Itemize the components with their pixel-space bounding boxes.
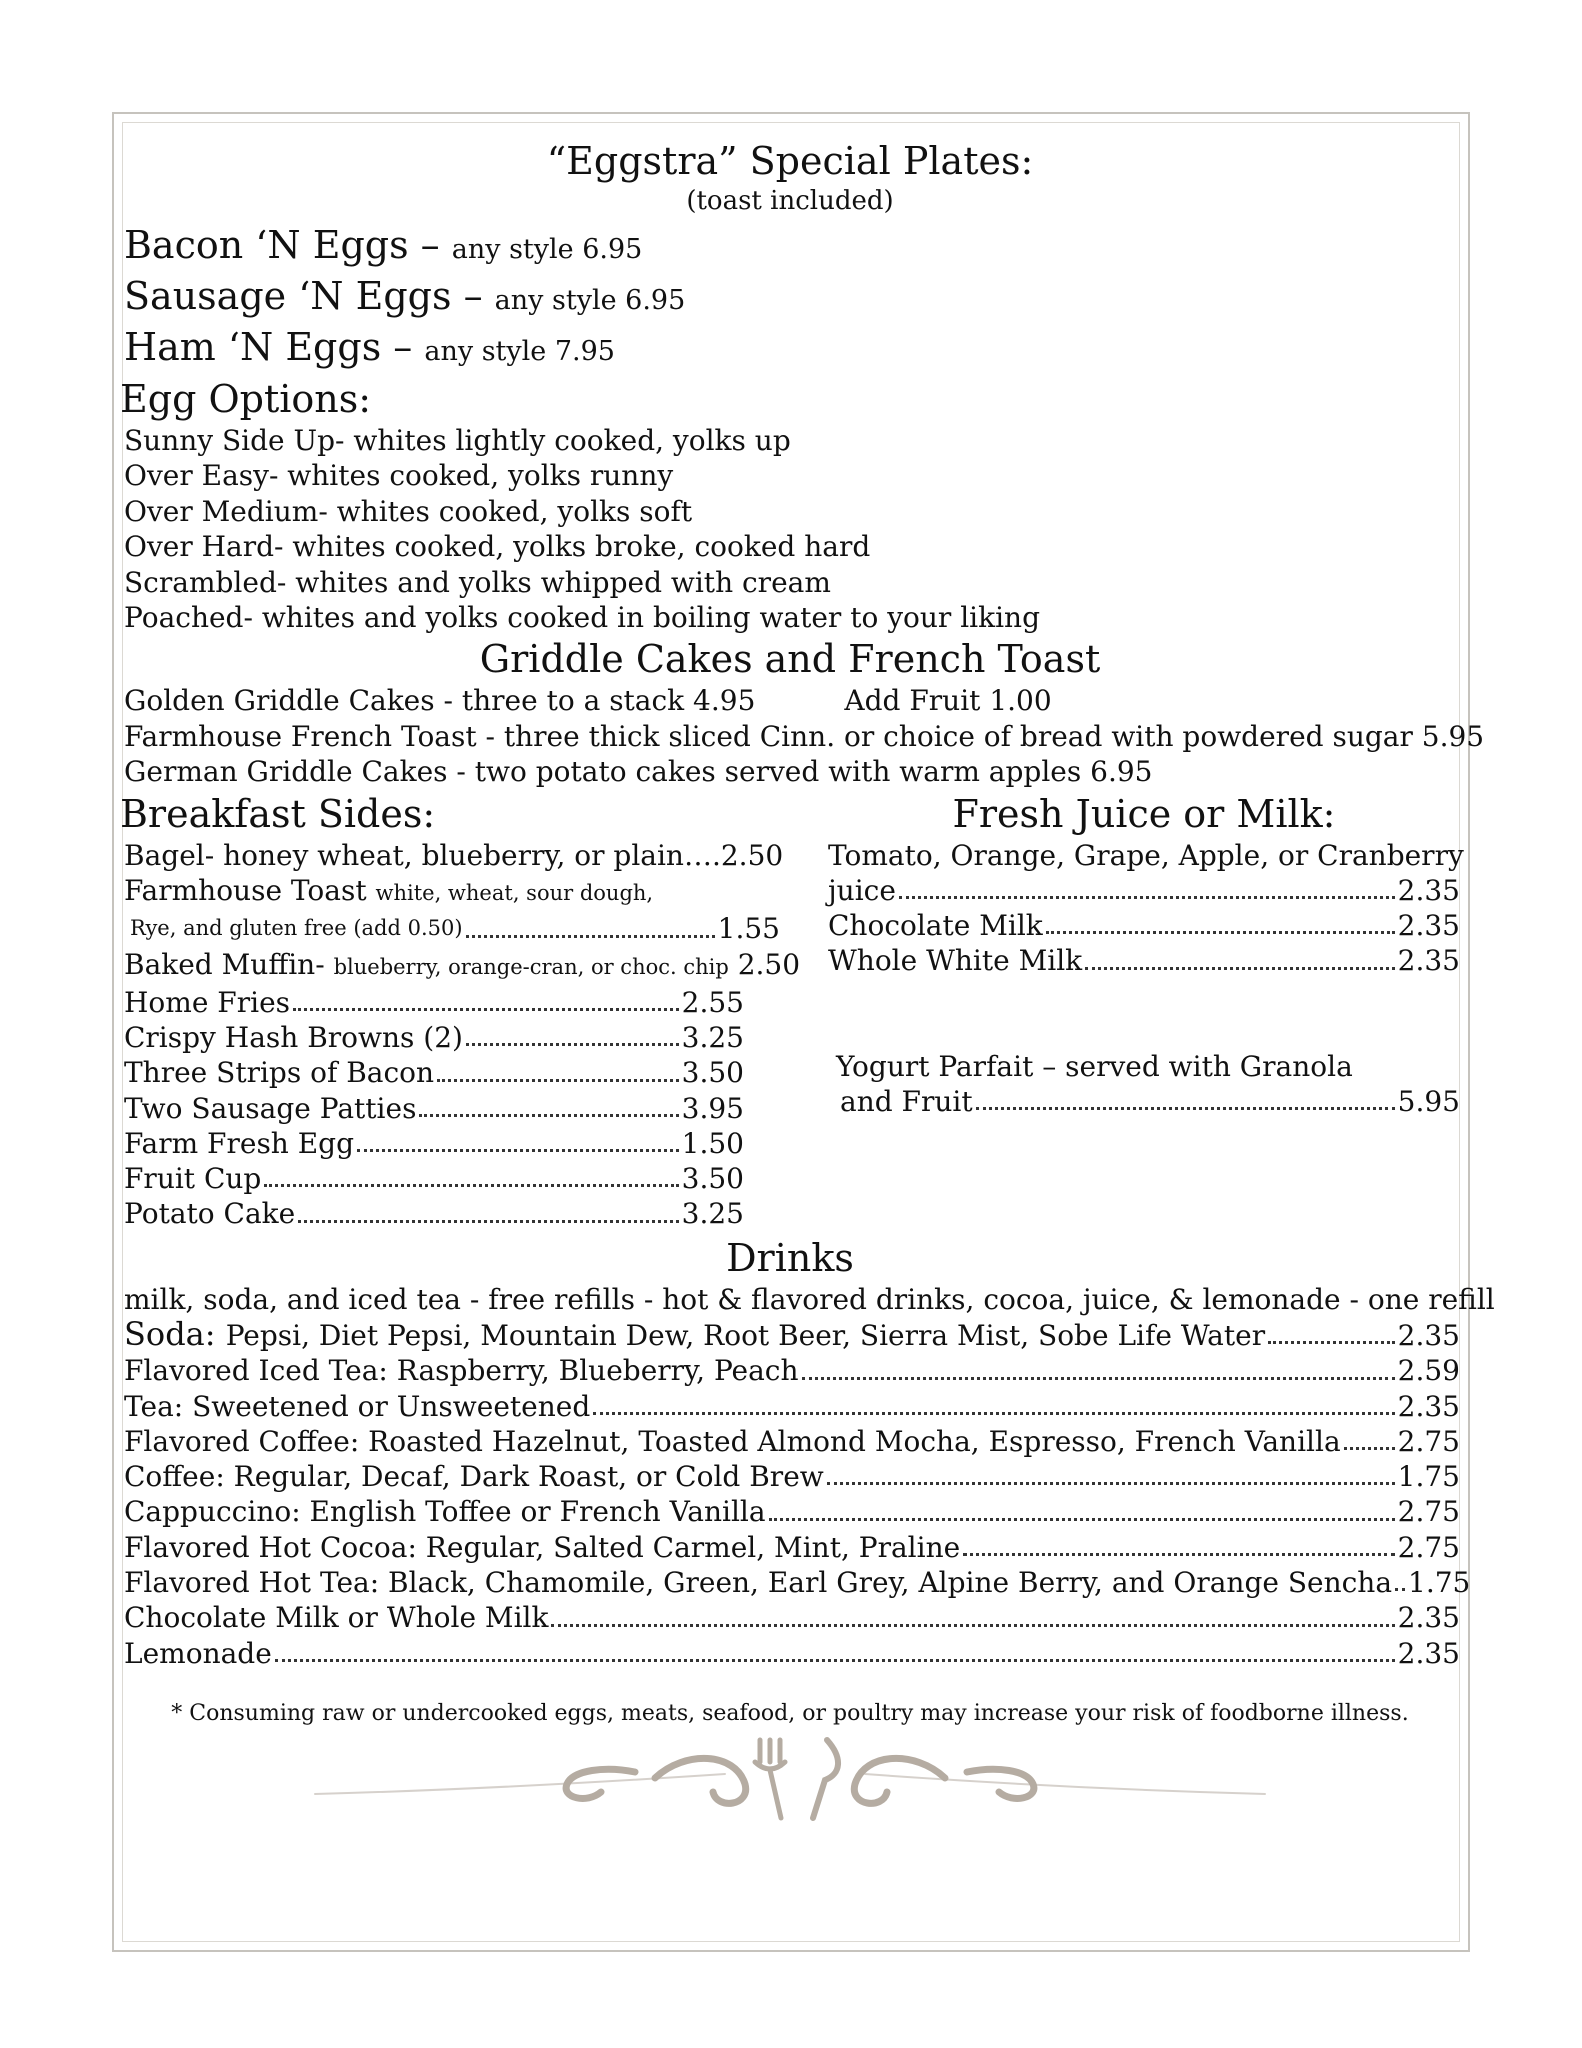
juice-item: juice 2.35	[828, 874, 1460, 908]
egg-option: Poached- whites and yolks cooked in boiling water to your liking	[124, 601, 1041, 635]
drink-soda: Soda: Pepsi, Diet Pepsi, Mountain Dew, Root Beer, Sierra Mist, Sobe Life Water 2.35	[124, 1314, 1460, 1353]
side-item: Fruit Cup 3.50	[124, 1162, 744, 1196]
drinks-title: Drinks	[726, 1235, 854, 1280]
side-bagel: Bagel- honey wheat, blueberry, or plain….2.50	[124, 838, 784, 872]
drink-item: Cappuccino: English Toffee or French Vanilla 2.75	[124, 1495, 1460, 1529]
drinks-refills: milk, soda, and iced tea - free refills - hot & flavored drinks, cocoa, juice, & lemonade - one refill	[124, 1282, 1495, 1316]
griddle-item: Golden Griddle Cakes - three to a stack 4.95 Add Fruit 1.00	[124, 684, 1052, 718]
breakfast-sides	[120, 790, 801, 1232]
sides-and-juice	[120, 790, 1464, 1232]
side-muffin: Baked Muffin- blueberry, orange-cran, or choc. chip 2.50	[124, 947, 801, 981]
griddle-item: German Griddle Cakes - two potato cakes served with warm apples 6.95	[124, 755, 1153, 789]
juice-title: Fresh Juice or Milk:	[952, 791, 1336, 836]
parfait-line1: Yogurt Parfait – served with Granola	[836, 1049, 1353, 1083]
sides-list	[120, 985, 744, 1231]
plate-sausage: Sausage ‘N Eggs – any style 6.95	[124, 274, 686, 318]
plate-bacon: Bacon ‘N Eggs – any style 6.95	[124, 223, 643, 267]
drink-item: Lemonade 2.35	[124, 1636, 1460, 1670]
side-item: Three Strips of Bacon 3.50	[124, 1056, 744, 1090]
menu-content	[120, 136, 1495, 1729]
egg-option: Over Medium- whites cooked, yolks soft	[124, 494, 693, 528]
juice-item: Whole White Milk 2.35	[828, 944, 1460, 978]
egg-option: Scrambled- whites and yolks whipped with cream	[124, 565, 831, 599]
side-item: Potato Cake 3.25	[124, 1197, 744, 1231]
side-toast: Farmhouse Toast white, wheat, sour dough,	[124, 874, 654, 908]
drink-item: Flavored Hot Tea: Black, Chamomile, Green, Earl Grey, Alpine Berry, and Orange Sencha 1.75	[124, 1565, 1471, 1599]
drink-item: Flavored Hot Cocoa: Regular, Salted Carmel, Mint, Praline 2.75	[124, 1530, 1460, 1564]
parfait-item: and Fruit 5.95	[840, 1085, 1460, 1119]
side-item: Home Fries 2.55	[124, 986, 744, 1020]
specials-subtitle: (toast included)	[686, 186, 894, 216]
griddle-item: Farmhouse French Toast - three thick sliced Cinn. or choice of bread with powdered sugar 5.95	[124, 719, 1485, 753]
egg-options-title: Egg Options:	[120, 377, 372, 421]
food-safety-disclaimer: * Consuming raw or undercooked eggs, meats, seafood, or poultry may increase your risk of foodborne illness.	[171, 1700, 1409, 1726]
egg-option: Sunny Side Up- whites lightly cooked, yolks up	[124, 424, 791, 457]
drink-item: Coffee: Regular, Decaf, Dark Roast, or Cold Brew 1.75	[124, 1460, 1460, 1494]
fork-knife-ornament-icon	[305, 1732, 1275, 1822]
side-item: Crispy Hash Browns (2) 3.25	[124, 1021, 744, 1055]
egg-option: Over Easy- whites cooked, yolks runny	[124, 459, 674, 493]
fresh-juice	[828, 790, 1464, 1232]
drink-item: Chocolate Milk or Whole Milk 2.35	[124, 1601, 1460, 1635]
drink-item: Flavored Iced Tea: Raspberry, Blueberry, Peach 2.59	[124, 1354, 1460, 1388]
sides-title: Breakfast Sides:	[120, 791, 436, 836]
side-item: Farm Fresh Egg 1.50	[124, 1126, 744, 1160]
specials-title: “Eggstra” Special Plates:	[546, 139, 1034, 183]
drink-item: Flavored Coffee: Roasted Hazelnut, Toasted Almond Mocha, Espresso, French Vanilla 2.75	[124, 1424, 1460, 1458]
juice-item: Chocolate Milk 2.35	[828, 909, 1460, 943]
side-item: Two Sausage Patties 3.95	[124, 1091, 744, 1125]
plate-ham: Ham ‘N Eggs – any style 7.95	[124, 325, 615, 369]
griddle-title: Griddle Cakes and French Toast	[479, 637, 1101, 682]
juice-line1: Tomato, Orange, Grape, Apple, or Cranberry	[828, 838, 1464, 872]
egg-option: Over Hard- whites cooked, yolks broke, cooked hard	[124, 530, 871, 564]
drink-item: Tea: Sweetened or Unsweetened 2.35	[124, 1389, 1460, 1423]
side-toast-line2: Rye, and gluten free (add 0.50) 1.55	[130, 912, 780, 946]
